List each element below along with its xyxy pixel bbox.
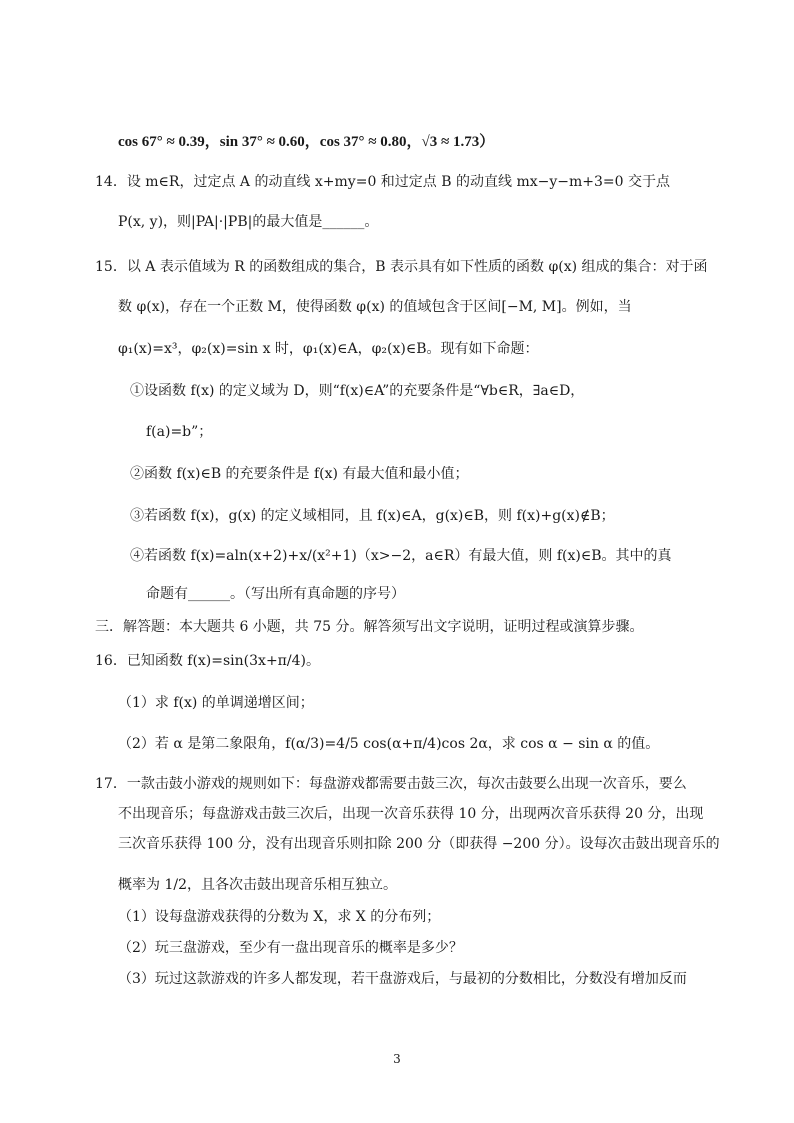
q17-line-2: 不出现音乐；每盘游戏击鼓三次后，出现一次音乐获得 10 分，出现两次音乐获得 20 分，出现	[118, 806, 704, 822]
q17-line-4: 概率为 1/2，且各次击鼓出现音乐相互独立。	[118, 877, 397, 893]
q15-answer-line: 命题有______。（写出所有真命题的序号）	[146, 586, 405, 602]
q17-line-3: 三次音乐获得 100 分，没有出现音乐则扣除 200 分（即获得 −200 分）。设每次击鼓出现音乐的	[118, 836, 720, 852]
q15-line-1: 15．以 A 表示值域为 R 的函数组成的集合，B 表示具有如下性质的函数 φ(x) 组成的集合：对于函	[95, 259, 708, 275]
q15-proposition-3: ③若函数 f(x)，g(x) 的定义域相同，且 f(x)∈A，g(x)∈B，则 f(x)+g(x)∉B；	[130, 508, 615, 524]
q15-proposition-4: ④若函数 f(x)=aln(x+2)+x/(x²+1)（x>−2，a∈R）有最大值，则 f(x)∈B。其中的真	[130, 548, 672, 564]
q17-part-2: （2）玩三盘游戏，至少有一盘出现音乐的概率是多少？	[118, 940, 463, 956]
section-heading: 三．解答题：本大题共 6 小题，共 75 分。解答须写出文字说明，证明过程或演算步骤。	[95, 619, 644, 635]
q16-part-2: （2）若 α 是第二象限角，f(α/3)=4/5 cos(α+π/4)cos 2α，求 cos α − sin α 的值。	[118, 736, 660, 752]
q17-part-1: （1）设每盘游戏获得的分数为 X，求 X 的分布列；	[118, 909, 441, 925]
constants-line: cos 67° ≈ 0.39，sin 37° ≈ 0.60，cos 37° ≈ 0.80，√3 ≈ 1.73）	[118, 134, 495, 150]
q16-part-1: （1）求 f(x) 的单调递增区间；	[118, 695, 314, 711]
q15-proposition-2: ②函数 f(x)∈B 的充要条件是 f(x) 有最大值和最小值；	[130, 466, 469, 482]
q15-proposition-1: ①设函数 f(x) 的定义域为 D，则“f(x)∈A”的充要条件是“∀b∈R，∃a∈D，	[130, 383, 585, 399]
q15-proposition-1-cont: f(a)=b”；	[146, 424, 213, 440]
q14-line-1: 14．设 m∈R，过定点 A 的动直线 x+my=0 和过定点 B 的动直线 mx−y−m+3=0 交于点	[95, 174, 670, 190]
q17-line-1: 17．一款击鼓小游戏的规则如下：每盘游戏都需要击鼓三次，每次击鼓要么出现一次音乐，要么	[95, 776, 687, 792]
q15-line-2: 数 φ(x)，存在一个正数 M，使得函数 φ(x) 的值域包含于区间[−M, M]。例如，当	[118, 299, 632, 315]
q17-part-3: （3）玩过这款游戏的许多人都发现，若干盘游戏后，与最初的分数相比，分数没有增加反而	[118, 971, 687, 987]
q15-line-3: φ₁(x)=x³，φ₂(x)=sin x 时，φ₁(x)∈A，φ₂(x)∈B。现有如下命题：	[118, 341, 539, 357]
q13-continuation	[118, 131, 494, 153]
q14-line-2: P(x, y)，则|PA|·|PB|的最大值是______。	[118, 214, 379, 230]
page-number: 3	[393, 1052, 401, 1066]
q16-line-1: 16．已知函数 f(x)=sin(3x+π/4)。	[95, 653, 320, 669]
